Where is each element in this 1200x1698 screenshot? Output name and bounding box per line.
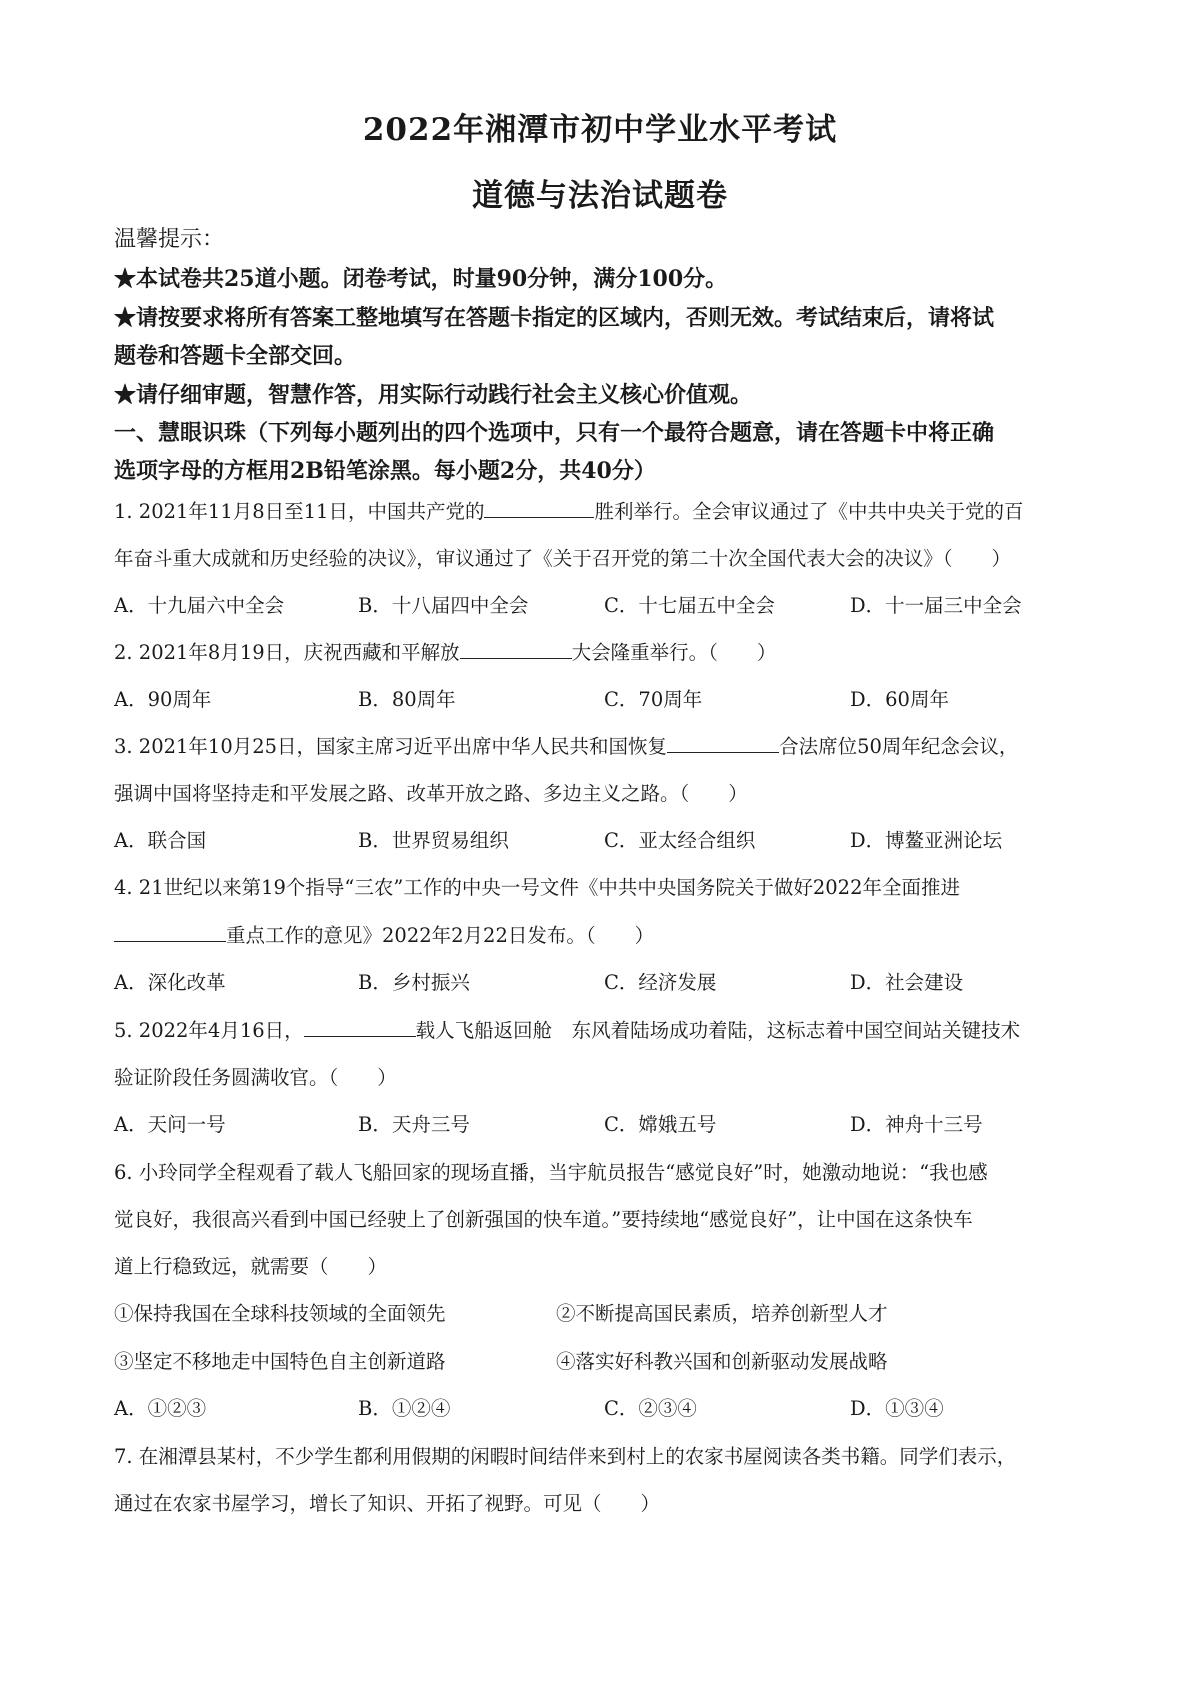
- answer-blank: [114, 923, 226, 942]
- question-1-option-a: A．十九届六中全会: [114, 594, 285, 617]
- question-3-line1: [114, 731, 1018, 759]
- question-2-line1: [114, 637, 776, 665]
- question-5-option-a: A．天问一号: [114, 1113, 226, 1136]
- question-1-option-d: D．十一届三中全会: [850, 594, 1022, 617]
- question-2-option-a: A．90周年: [114, 688, 212, 711]
- question-1-text-b: 胜利举行。全会审议通过了《中共中央关于党的百: [594, 500, 1024, 523]
- question-4-line1: 4. 21世纪以来第19个指导“三农”工作的中央一号文件《中共中央国务院关于做好2022年全面推进: [114, 876, 960, 899]
- question-5-text-b: 载人飞船返回舱 东风着陆场成功着陆，这标志着中国空间站关键技术: [415, 1019, 1021, 1042]
- question-5-option-c: C．嫦娥五号: [604, 1113, 717, 1136]
- question-6-option-c: C．②③④: [604, 1397, 697, 1420]
- tip-3: ★请仔细审题，智慧作答，用实际行动践行社会主义核心价值观。: [114, 382, 753, 408]
- question-7-line1: 7. 在湘潭县某村，不少学生都利用假期的闲暇时间结伴来到村上的农家书屋阅读各类书籍。同学们表示，: [114, 1445, 1017, 1468]
- tip-2-line2: 题卷和答题卡全部交回。: [114, 343, 357, 369]
- section-instruction-line2: 选项字母的方框用2B铅笔涂黑。每小题2分，共40分）: [114, 458, 656, 484]
- answer-blank: [484, 499, 594, 518]
- question-2-option-d: D．60周年: [850, 688, 949, 711]
- question-1-text-a: 1. 2021年11月8日至11日，中国共产党的: [114, 500, 485, 523]
- question-6-option-b: B．①②④: [358, 1397, 451, 1420]
- question-6-statement-2: ②不断提高国民素质，培养创新型人才: [556, 1302, 888, 1325]
- question-1-line1: [114, 496, 1023, 524]
- exam-title: 2022年湘潭市初中学业水平考试: [362, 112, 838, 148]
- question-3-option-d: D．博鳌亚洲论坛: [850, 829, 1003, 852]
- question-7-line2: 通过在农家书屋学习，增长了知识、开拓了视野。可见（ ）: [114, 1492, 661, 1515]
- question-4-option-b: B．乡村振兴: [358, 971, 470, 994]
- question-5-text-a: 5. 2022年4月16日，: [114, 1019, 304, 1042]
- exam-subtitle: 道德与法治试题卷: [472, 178, 728, 214]
- question-1-option-c: C．十七届五中全会: [604, 594, 775, 617]
- question-5-option-d: D．神舟十三号: [850, 1113, 983, 1136]
- tip-1: ★本试卷共25道小题。闭卷考试，时量90分钟，满分100分。: [114, 266, 728, 292]
- question-1-line2: 年奋斗重大成就和历史经验的决议》，审议通过了《关于召开党的第二十次全国代表大会的决议》（ ）: [114, 547, 1012, 570]
- question-6-line2: 觉良好，我很高兴看到中国已经驶上了创新强国的快车道。”要持续地“感觉良好”，让中国在这条快车: [114, 1208, 973, 1231]
- question-4-line2: [114, 920, 654, 948]
- question-6-statement-1: ①保持我国在全球科技领域的全面领先: [114, 1302, 446, 1325]
- question-3-line2: 强调中国将坚持走和平发展之路、改革开放之路、多边主义之路。（ ）: [114, 782, 748, 805]
- question-6-option-a: A．①②③: [114, 1397, 207, 1420]
- question-2-option-c: C．70周年: [604, 688, 703, 711]
- question-2-text-a: 2. 2021年8月19日，庆祝西藏和平解放: [114, 641, 460, 664]
- question-3-option-b: B．世界贸易组织: [358, 829, 509, 852]
- answer-blank: [460, 640, 572, 659]
- tips-heading: 温馨提示：: [114, 227, 225, 252]
- question-4-text-b: 重点工作的意见》2022年2月22日发布。（ ）: [226, 924, 655, 947]
- question-5-line1: [114, 1015, 1020, 1043]
- section-instruction-line1: 一、慧眼识珠（下列每小题列出的四个选项中，只有一个最符合题意，请在答题卡中将正确: [114, 420, 995, 446]
- question-3-option-c: C．亚太经合组织: [604, 829, 756, 852]
- question-6-line3: 道上行稳致远，就需要（ ）: [114, 1255, 388, 1278]
- question-1-option-b: B．十八届四中全会: [358, 594, 529, 617]
- answer-blank: [667, 734, 779, 753]
- question-5-line2: 验证阶段任务圆满收官。（ ）: [114, 1066, 397, 1089]
- question-2-option-b: B．80周年: [358, 688, 456, 711]
- question-2-text-b: 大会隆重举行。（ ）: [571, 641, 777, 664]
- answer-blank: [304, 1018, 416, 1037]
- question-3-text-a: 3. 2021年10月25日，国家主席习近平出席中华人民共和国恢复: [114, 735, 668, 758]
- tip-2-line1: ★请按要求将所有答案工整地填写在答题卡指定的区域内，否则无效。考试结束后，请将试: [114, 305, 995, 331]
- question-4-option-c: C．经济发展: [604, 971, 717, 994]
- question-6-statement-4: ④落实好科教兴国和创新驱动发展战略: [556, 1350, 888, 1373]
- question-3-option-a: A．联合国: [114, 829, 207, 852]
- question-5-option-b: B．天舟三号: [358, 1113, 470, 1136]
- question-6-option-d: D．①③④: [850, 1397, 944, 1420]
- question-4-option-d: D．社会建设: [850, 971, 964, 994]
- question-6-line1: 6. 小玲同学全程观看了载人飞船回家的现场直播，当宇航员报告“感觉良好”时，她激动地说：“我也感: [114, 1161, 988, 1184]
- question-3-text-b: 合法席位50周年纪念会议，: [779, 735, 1019, 758]
- question-4-option-a: A．深化改革: [114, 971, 226, 994]
- question-6-statement-3: ③坚定不移地走中国特色自主创新道路: [114, 1350, 446, 1373]
